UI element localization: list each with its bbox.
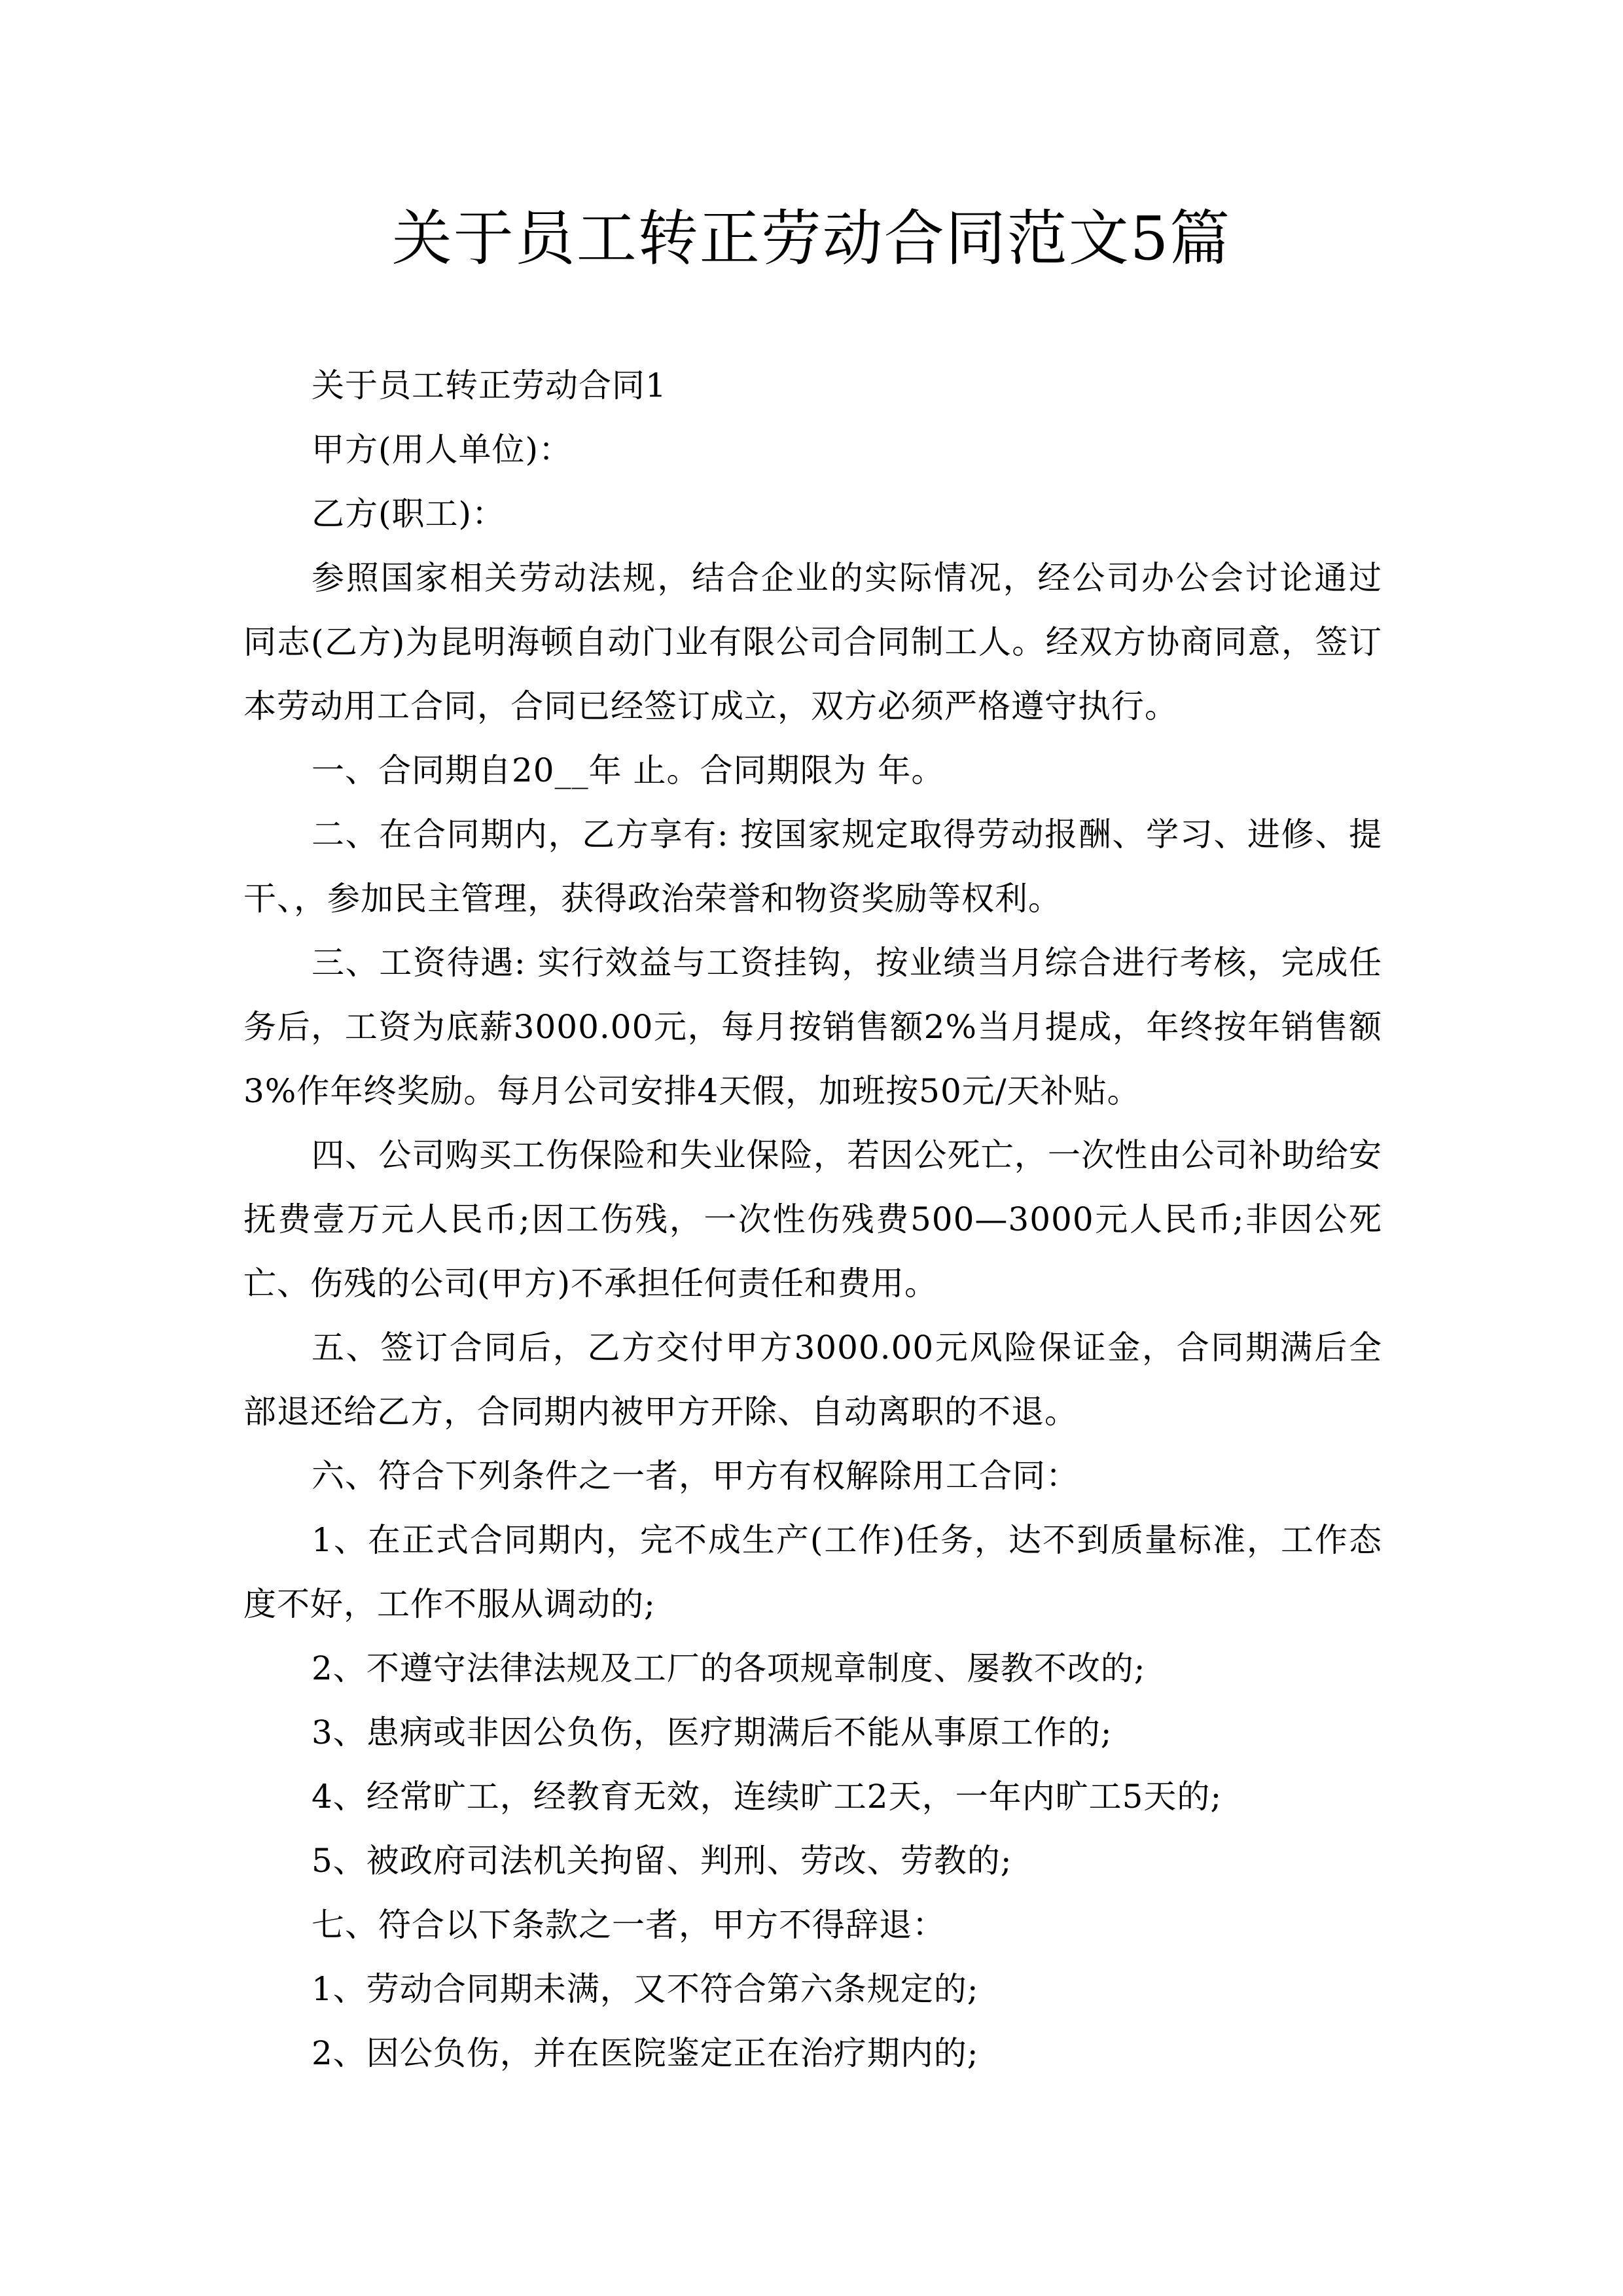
clause-1-term: 一、合同期自20__年 止。合同期限为 年。 (312, 751, 945, 789)
clause-7-no-dismissal: 七、符合以下条款之一者，甲方不得辞退： (312, 1906, 946, 1944)
clause-7-item-2: 2、因公负伤，并在医院鉴定正在治疗期内的; (312, 2034, 979, 2072)
clause-7-item-1: 1、劳动合同期未满，又不符合第六条规定的; (312, 1970, 979, 2008)
clause-6-item-5: 5、被政府司法机关拘留、判刑、劳改、劳教的; (312, 1842, 1012, 1880)
party-a-line: 甲方(用人单位)： (312, 431, 573, 469)
document-title: 关于员工转正劳动合同范文5篇 (391, 204, 1232, 274)
preamble-paragraph: 参照国家相关劳动法规，结合企业的实际情况，经公司办公会讨论通过 同志(乙方)为昆明海顿自动门业有限公司合同制工人。经双方协商同意，签订本劳动用工合同，合同已经签订成立，双方必须严格遵守执行。 (243, 559, 1382, 725)
clause-6-termination: 六、符合下列条件之一者，甲方有权解除用工合同： (312, 1457, 1079, 1495)
clause-4-insurance: 四、公司购买工伤保险和失业保险，若因公死亡，一次性由公司补助给安抚费壹万元人民币;因工伤残，一次性伤残费500—3000元人民币;非因公死亡、伤残的公司(甲方)不承担任何责任和费用。 (243, 1136, 1382, 1302)
party-b-line: 乙方(职工)： (312, 495, 506, 533)
clause-6-item-3: 3、患病或非因公负伤，医疗期满后不能从事原工作的; (312, 1713, 1113, 1751)
clause-6-item-1: 1、在正式合同期内，完不成生产(工作)任务，达不到质量标准，工作态度不好，工作不服从调动的; (243, 1521, 1382, 1623)
clause-6-item-2: 2、不遵守法律法规及工厂的各项规章制度、屡教不改的; (312, 1649, 1146, 1687)
clause-5-deposit: 五、签订合同后，乙方交付甲方3000.00元风险保证金，合同期满后全部退还给乙方，合同期内被甲方开除、自动离职的不退。 (243, 1329, 1382, 1431)
clause-3-wages: 三、工资待遇: 实行效益与工资挂钩，按业绩当月综合进行考核，完成任务后，工资为底薪3000.00元，每月按销售额2%当月提成，年终按年销售额3%作年终奖励。每月公司安排4天假，加班按50元/天补贴。 (243, 944, 1382, 1110)
document-body (243, 353, 1382, 2085)
contract-heading: 关于员工转正劳动合同1 (312, 367, 667, 404)
clause-2-rights: 二、在合同期内，乙方享有: 按国家规定取得劳动报酬、学习、进修、提干、，参加民主管理，获得政治荣誉和物资奖励等权利。 (243, 816, 1382, 918)
clause-6-item-4: 4、经常旷工，经教育无效，连续旷工2天，一年内旷工5天的; (312, 1778, 1222, 1816)
